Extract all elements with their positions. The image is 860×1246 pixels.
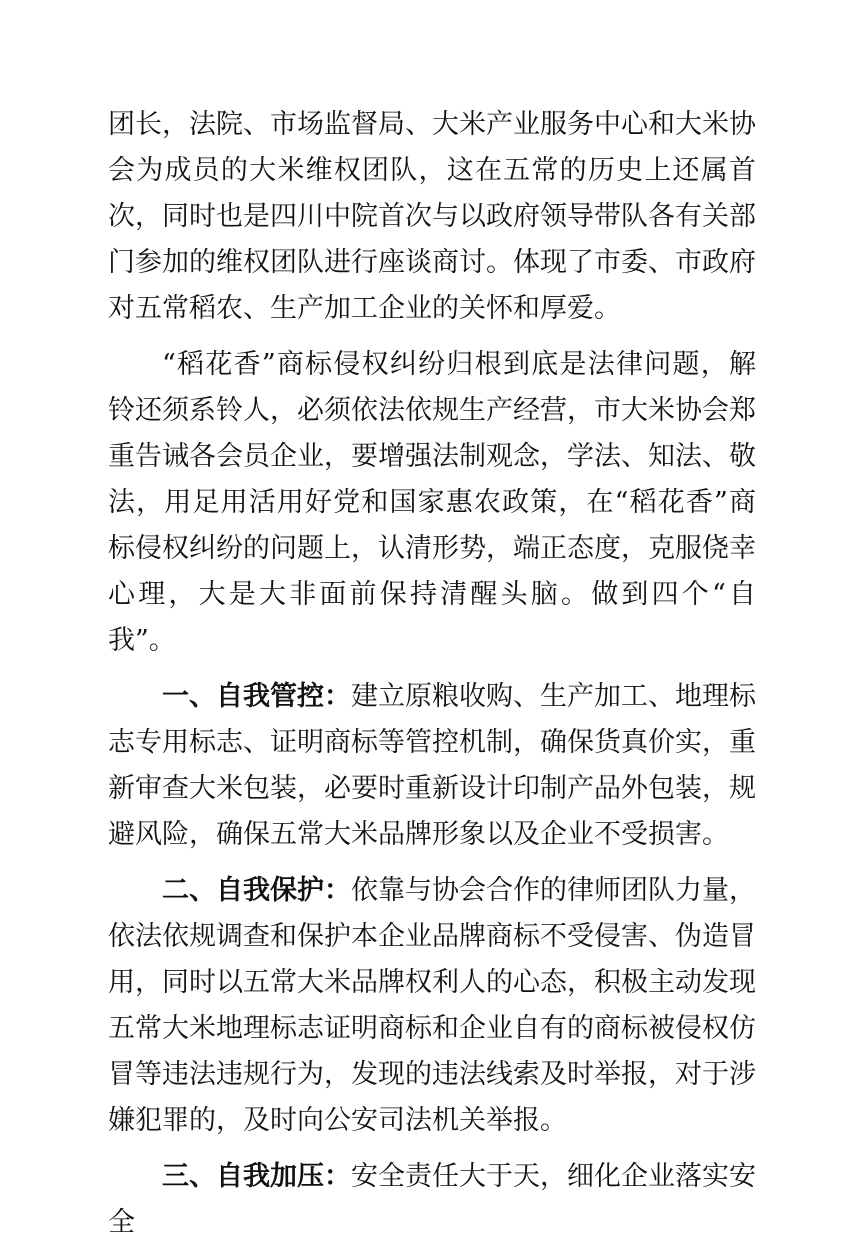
paragraph-3-heading: 一、自我管控： (162, 681, 351, 712)
paragraph-4-text: 依靠与协会合作的律师团队力量，依法依规调查和保护本企业品牌商标不受侵害、伪造冒用，同时以五常大米品牌权利人的心态，积极主动发现五常大米地理标志证明商标和企业自有的商标被侵权仿冒等违法违规行为，发现的违法线索及时举报，对于涉嫌犯罪的，及时向公安司法机关举报。 (108, 875, 756, 1136)
paragraph-2-text: “稻花香”商标侵权纠纷归根到底是法律问题，解铃还须系铃人，必须依法依规生产经营，市大米协会郑重告诫各会员企业，要增强法制观念，学法、知法、敬法，用足用活用好党和国家惠农政策，在“稻花香”商标侵权纠纷的问题上，认清形势，端正态度，克服侥幸心理，大是大非面前保持清醒头脑。做到四个“自我”。 (108, 349, 756, 656)
paragraph-5-text: 安全责任大于天，细化企业落实安全 (108, 1161, 756, 1238)
paragraph-5 (108, 1154, 756, 1246)
paragraph-3 (108, 674, 756, 858)
paragraph-1-text: 团长，法院、市场监督局、大米产业服务中心和大米协会为成员的大米维权团队，这在五常的历史上还属首次，同时也是四川中院首次与以政府领导带队各有关部门参加的维权团队进行座谈商讨。体现了市委、市政府对五常稻农、生产加工企业的关怀和厚爱。 (108, 109, 756, 324)
paragraph-4-heading: 二、自我保护： (162, 875, 351, 906)
paragraph-1 (108, 102, 756, 332)
paragraph-4 (108, 868, 756, 1144)
paragraph-2 (108, 342, 756, 664)
paragraph-3-text: 建立原粮收购、生产加工、地理标志专用标志、证明商标等管控机制，确保货真价实，重新审查大米包装，必要时重新设计印制产品外包装，规避风险，确保五常大米品牌形象以及企业不受损害。 (108, 681, 756, 850)
paragraph-5-heading: 三、自我加压： (162, 1161, 351, 1192)
document-body (108, 102, 756, 1246)
